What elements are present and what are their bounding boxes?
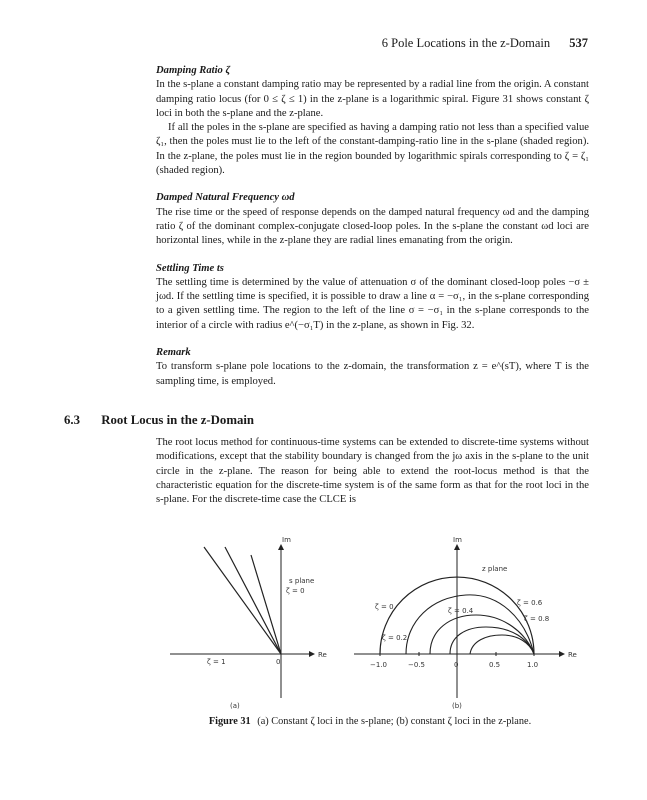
settling-time-paragraph: The settling time is determined by the value of attenuation σ of the dominant closed-loop poles −σ ± jωd. If the settling time is specified, it is possible to draw a line α = −σ₁, in the s-plane corresponding to a given settling time. The region to the left of the line σ = −σ₁ in the s-plane corresponds to the interior of a circle with radius e^(−σ₁T) in the z-plane, as shown in Fig. 32. xyxy=(156,276,589,331)
z-plane-tick-label: 1.0 xyxy=(527,661,539,669)
section-body xyxy=(156,436,589,507)
page-number: 537 xyxy=(569,36,588,50)
figure-caption-text: (a) Constant ζ loci in the s-plane; (b) constant ζ loci in the z-plane. xyxy=(257,716,532,727)
z-plane-tick-label: −0.5 xyxy=(408,661,425,669)
z-plane-re-label: Re xyxy=(568,651,577,659)
s-plane-label: s plane xyxy=(289,577,315,585)
s-plane-re-label: Re xyxy=(318,651,327,659)
z-plane-tick-label: −1.0 xyxy=(370,661,387,669)
z-plane-zeta-spiral xyxy=(450,627,534,654)
subfigure-a-label: (a) xyxy=(230,702,240,710)
s-plane-diagram xyxy=(170,536,327,710)
figure-31 xyxy=(170,533,580,713)
subfigure-b-label: (b) xyxy=(452,702,462,710)
z-plane-tick-label: 0.5 xyxy=(489,661,501,669)
z-plane-diagram xyxy=(354,536,577,710)
zeta-label: ζ = 0.2 xyxy=(382,634,408,642)
section-paragraph: The root locus method for continuous-time systems can be extended to discrete-time systems without modifications, except that the stability boundary is changed from the jω axis in the s-plane to the unit circle in the z-plane. The reason for being able to extend the root-locus method is that the characteristic equation for the discrete-time system is of the same form as that for the root loci in the s-plane. For the discrete-time case the CLCE is xyxy=(156,437,589,506)
running-header xyxy=(150,36,588,51)
z-plane-label: z plane xyxy=(482,565,508,573)
section-number: 6.3 xyxy=(64,413,80,427)
chapter-title: 6 Pole Locations in the z-Domain xyxy=(381,36,551,50)
damping-ratio-paragraph-2: If all the poles in the s-plane are specified as having a damping ratio not less than a specified value ζ₁, then the poles must lie to the left of the constant-damping-ratio line in the s-plane (shaded region). In the z-plane, the poles must lie in the region bounded by logarithmic spirals corresponding to ζ = ζ₁ (shaded region). xyxy=(156,122,589,177)
s-plane-zeta-one-label: ζ = 1 xyxy=(207,658,226,666)
s-plane-im-label: Im xyxy=(282,536,291,544)
natural-frequency-heading: Damped Natural Frequency ωd xyxy=(156,192,295,204)
body-text xyxy=(156,64,589,389)
zeta-label: ζ = 0.8 xyxy=(524,615,550,623)
section-heading xyxy=(64,413,254,428)
remark-paragraph: To transform s-plane pole locations to the z-domain, the transformation z = e^(sT), where T is the sampling time, is employed. xyxy=(156,361,589,387)
remark-heading: Remark xyxy=(156,347,191,359)
figure-caption-label: Figure 31 xyxy=(208,716,251,727)
zeta-label: ζ = 0.6 xyxy=(517,599,543,607)
z-plane-im-label: Im xyxy=(453,536,462,544)
zeta-label: ζ = 0 xyxy=(375,603,394,611)
zeta-label: ζ = 0.4 xyxy=(448,607,474,615)
z-plane-tick-label: 0 xyxy=(454,661,459,669)
s-plane-zeta-zero-label: ζ = 0 xyxy=(286,587,305,595)
settling-time-heading: Settling Time ts xyxy=(156,262,224,274)
damping-ratio-paragraph-1: In the s-plane a constant damping ratio may be represented by a radial line from the origin. A constant damping ratio locus (for 0 ≤ ζ ≤ 1) in the z-plane is a logarithmic spiral. Figure 31 shows constant ζ loci in both the s-plane and the z-plane. xyxy=(156,79,589,119)
s-plane-origin-label: 0 xyxy=(276,658,281,666)
damping-ratio-heading: Damping Ratio ζ xyxy=(156,65,231,76)
figure-caption xyxy=(150,716,590,727)
s-plane-zeta-line xyxy=(204,547,281,654)
section-title: Root Locus in the z-Domain xyxy=(101,413,255,427)
figure-31-drawing xyxy=(170,533,580,713)
natural-frequency-paragraph: The rise time or the speed of response depends on the damped natural frequency ωd and the damping ratio ζ of the dominant complex-conjugate closed-loop poles. In the s-plane the constant ωd loci are horizontal lines, while in the z-plane they are radial lines emanating from the origin. xyxy=(156,206,589,247)
